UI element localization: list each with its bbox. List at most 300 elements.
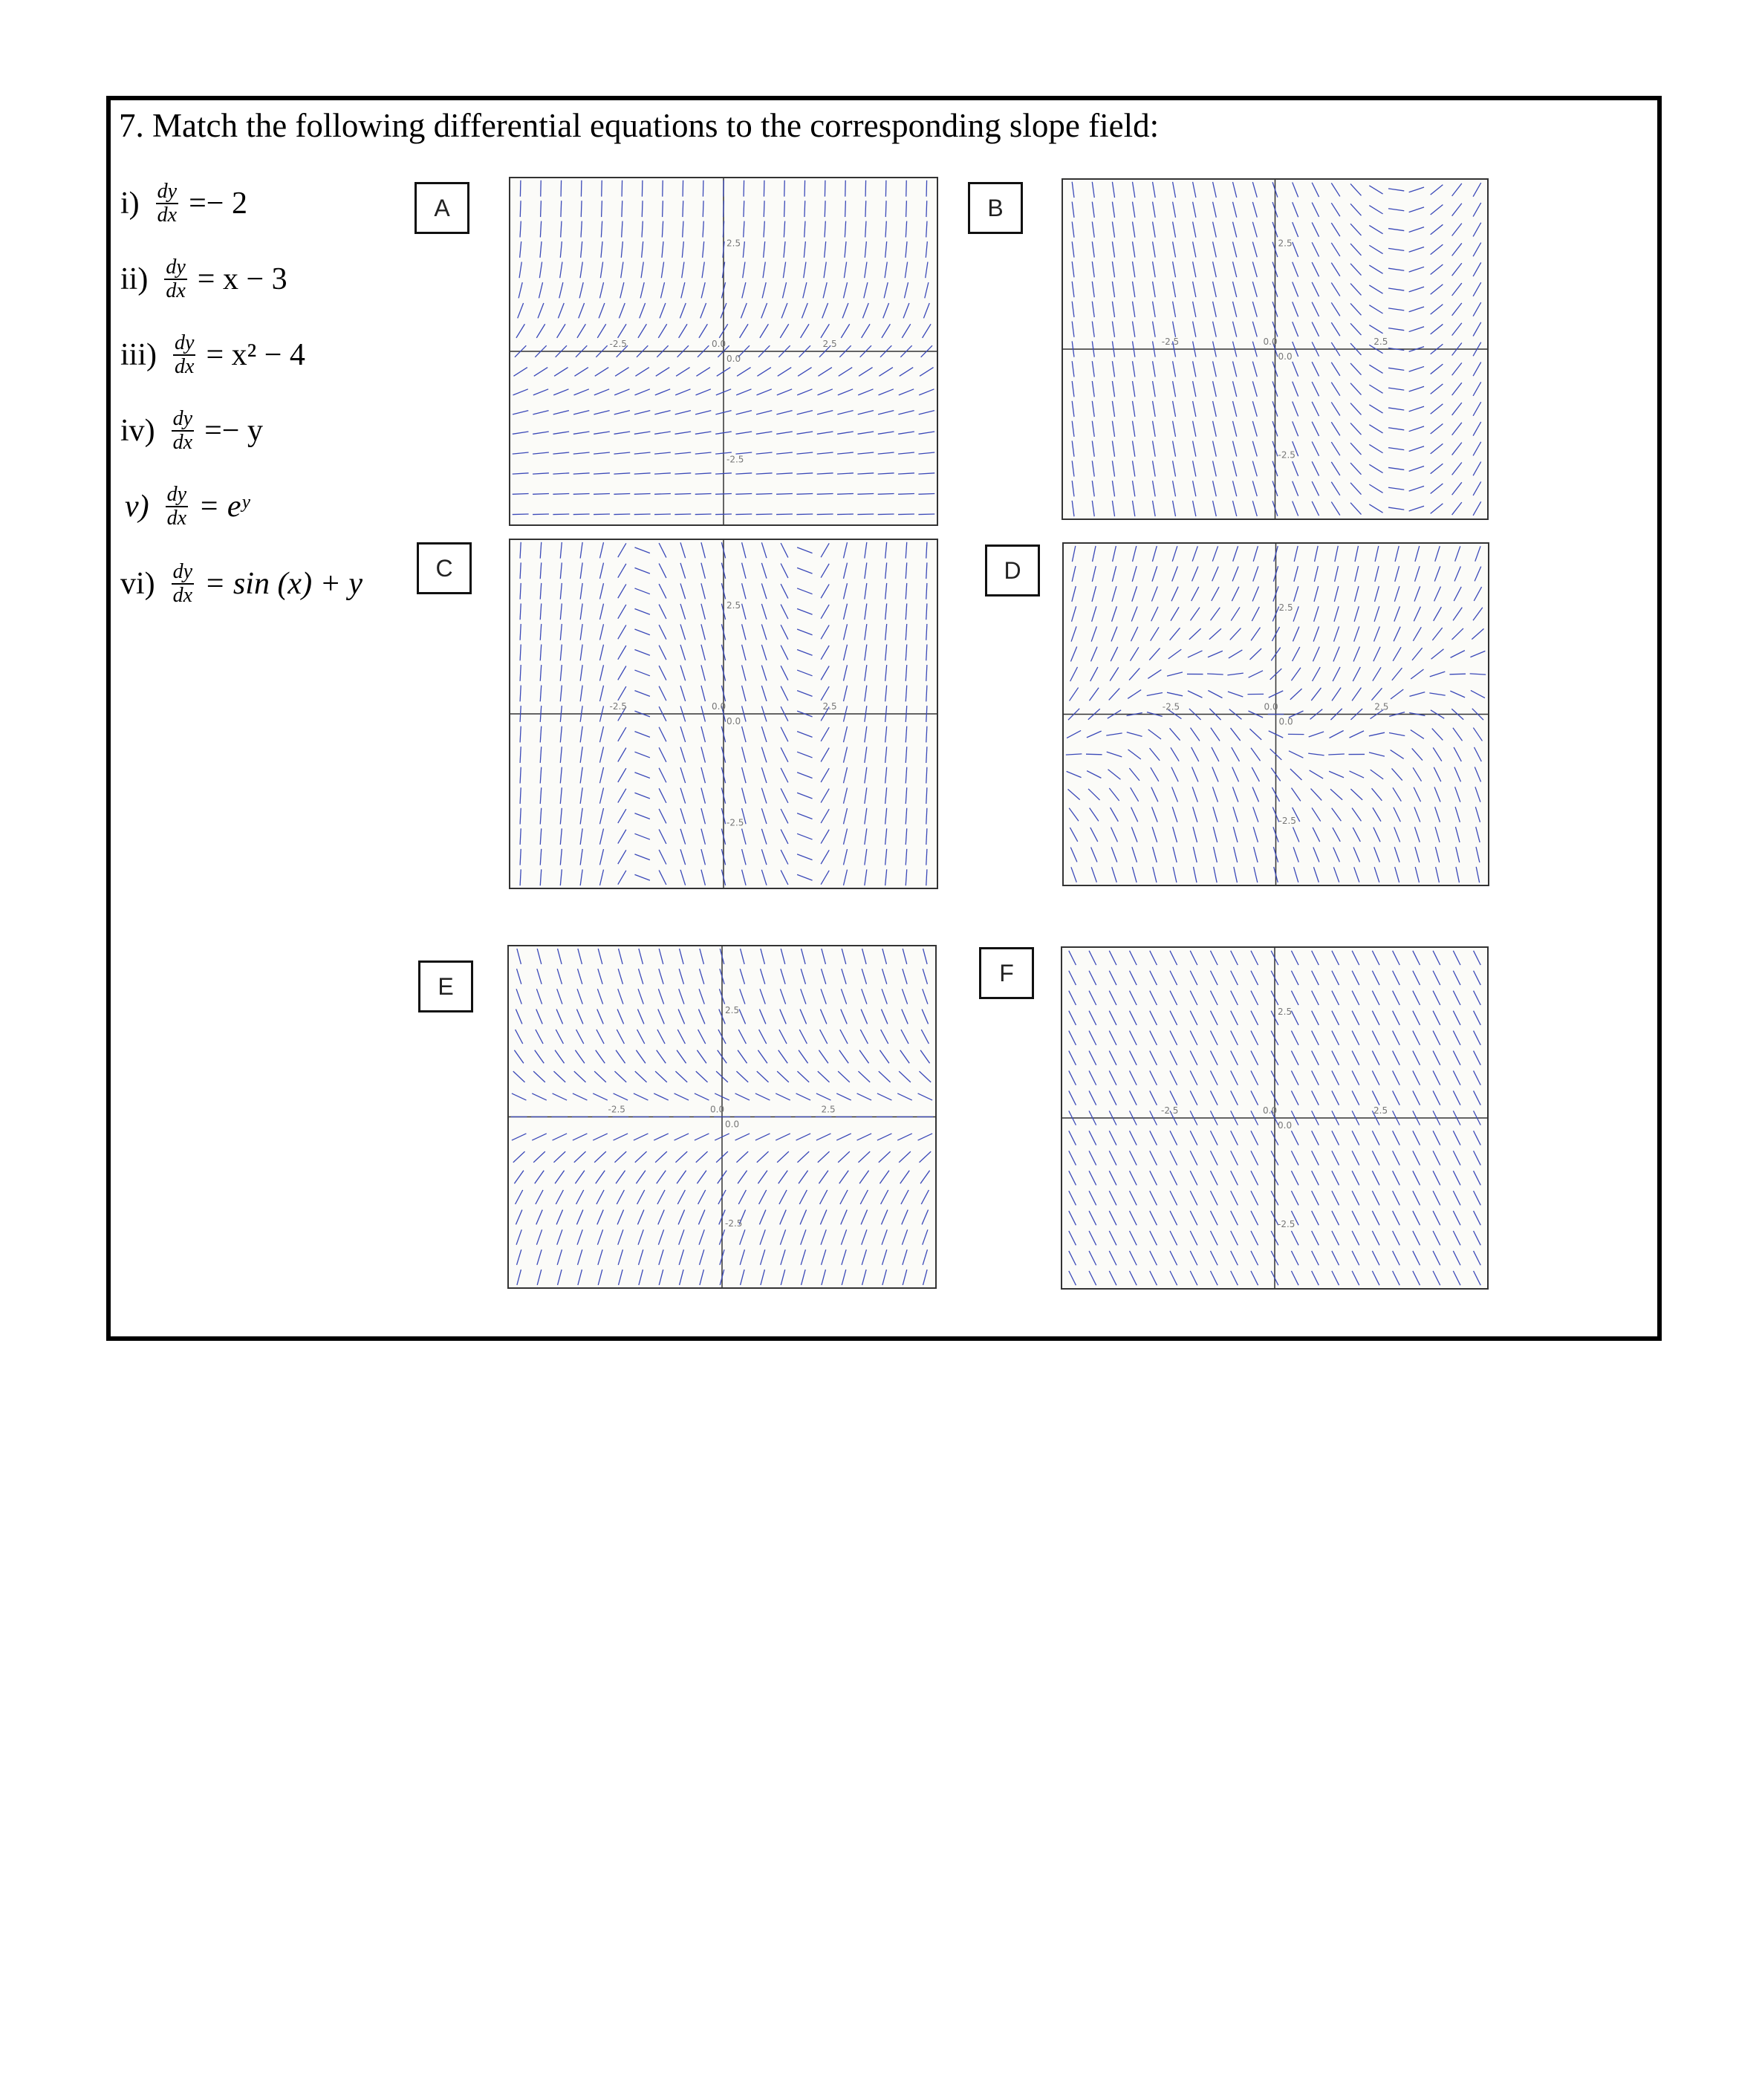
slope-segment bbox=[1112, 501, 1114, 516]
slope-segment bbox=[1112, 241, 1114, 257]
slope-segment bbox=[1132, 501, 1134, 516]
slope-segment bbox=[1393, 1211, 1400, 1225]
slope-segment bbox=[1291, 1131, 1298, 1145]
slope-segment bbox=[926, 767, 927, 784]
slope-segment bbox=[926, 542, 927, 559]
slope-segment bbox=[577, 989, 582, 1004]
slope-segment bbox=[701, 665, 706, 680]
slope-segment bbox=[659, 768, 666, 783]
slope-segment bbox=[1112, 302, 1114, 317]
slope-segment bbox=[1312, 951, 1319, 965]
slope-segment bbox=[1168, 649, 1181, 659]
slope-segment bbox=[1153, 441, 1156, 457]
slope-segment bbox=[674, 1134, 689, 1140]
slope-segment bbox=[1090, 828, 1098, 842]
slope-segment bbox=[657, 1050, 666, 1064]
slope-segment bbox=[1453, 1011, 1460, 1025]
slope-segment bbox=[1071, 867, 1076, 882]
slope-segment bbox=[926, 221, 927, 238]
slope-segment bbox=[1153, 202, 1156, 218]
slope-segment bbox=[1150, 1271, 1157, 1285]
slope-segment bbox=[1473, 203, 1481, 217]
slope-segment bbox=[560, 645, 562, 661]
slope-segment bbox=[801, 1249, 805, 1265]
slope-segment bbox=[1314, 586, 1319, 602]
slope-segment bbox=[536, 1030, 543, 1044]
slope-segment bbox=[821, 324, 829, 338]
slope-segment bbox=[756, 432, 773, 434]
slope-segment bbox=[1433, 1011, 1440, 1025]
slope-segment bbox=[900, 1050, 909, 1064]
slope-segment bbox=[1453, 951, 1460, 965]
slope-segment bbox=[537, 1270, 542, 1285]
slope-segment bbox=[1150, 1151, 1157, 1165]
slope-segment bbox=[659, 564, 666, 579]
slope-segment bbox=[1089, 1191, 1096, 1205]
slope-segment bbox=[1393, 1231, 1400, 1245]
slope-segment bbox=[1130, 1171, 1137, 1185]
slope-segment bbox=[1371, 770, 1383, 779]
slope-segment bbox=[800, 1210, 806, 1225]
slope-segment bbox=[1231, 1090, 1238, 1105]
slope-segment bbox=[780, 1210, 786, 1225]
slope-segment bbox=[842, 969, 846, 984]
equation-iii bbox=[120, 332, 305, 378]
slope-segment bbox=[578, 1270, 582, 1285]
slope-segment bbox=[1153, 182, 1156, 198]
slope-segment bbox=[798, 368, 811, 377]
slope-segment bbox=[1291, 1051, 1298, 1065]
slope-segment bbox=[1086, 754, 1102, 755]
slope-segment bbox=[1150, 1211, 1157, 1225]
slope-segment bbox=[1109, 1231, 1116, 1245]
slope-segment bbox=[580, 828, 582, 845]
slope-segment bbox=[579, 303, 585, 318]
slope-segment bbox=[1092, 586, 1096, 602]
slope-segment bbox=[518, 303, 524, 318]
slope-segment bbox=[1069, 991, 1076, 1005]
slope-segment bbox=[882, 1229, 887, 1244]
slope-segment bbox=[1332, 1011, 1339, 1025]
slope-segment bbox=[635, 1151, 647, 1163]
slope-segment bbox=[1431, 404, 1443, 414]
slope-segment bbox=[1474, 1151, 1481, 1165]
x-tick-label: -2.5 bbox=[1162, 701, 1180, 712]
slope-segment bbox=[1172, 566, 1178, 581]
slope-segment bbox=[1394, 586, 1399, 602]
slope-segment bbox=[581, 201, 582, 217]
slope-segment bbox=[1474, 951, 1481, 965]
slope-segment bbox=[1392, 668, 1402, 680]
slope-segment bbox=[781, 686, 788, 701]
slope-segment bbox=[1431, 424, 1443, 434]
slope-segment bbox=[658, 1010, 664, 1024]
slope-segment bbox=[1252, 182, 1257, 198]
slope-segment bbox=[1210, 1011, 1218, 1025]
slope-segment bbox=[1151, 767, 1159, 781]
slope-segment bbox=[1369, 752, 1385, 756]
slope-segment bbox=[843, 808, 847, 824]
slope-segment bbox=[1190, 951, 1197, 965]
slope-segment bbox=[1130, 971, 1137, 985]
slope-segment bbox=[862, 1229, 867, 1244]
slope-segment bbox=[857, 473, 874, 474]
slope-segment bbox=[1312, 322, 1319, 337]
slope-segment bbox=[899, 389, 914, 395]
slope-segment bbox=[700, 969, 704, 984]
slope-segment bbox=[1173, 361, 1176, 377]
slope-segment bbox=[885, 726, 887, 743]
slope-segment bbox=[1231, 1031, 1238, 1045]
slope-segment bbox=[1213, 441, 1217, 457]
slope-segment bbox=[796, 514, 813, 515]
slope-segment bbox=[1375, 586, 1379, 602]
slope-segment bbox=[637, 1030, 645, 1044]
slope-segment bbox=[918, 493, 934, 494]
slope-segment bbox=[1067, 771, 1082, 777]
slope-segment bbox=[784, 201, 785, 217]
slope-segment bbox=[1388, 467, 1404, 469]
slope-segment bbox=[1291, 1031, 1298, 1045]
slope-segment bbox=[614, 1071, 626, 1082]
slope-segment bbox=[599, 583, 603, 599]
slope-segment bbox=[1066, 754, 1082, 755]
slope-segment bbox=[1173, 302, 1176, 317]
slope-segment bbox=[680, 604, 686, 620]
slope-segment bbox=[540, 747, 541, 763]
slope-segment bbox=[634, 813, 649, 819]
slope-segment bbox=[1150, 1070, 1157, 1085]
slope-segment bbox=[677, 1171, 686, 1184]
slope-segment bbox=[1372, 1211, 1379, 1225]
slope-segment bbox=[1313, 867, 1319, 882]
slope-segment bbox=[881, 1030, 888, 1044]
slope-segment bbox=[1312, 1011, 1319, 1025]
slope-segment bbox=[1092, 441, 1094, 456]
slope-segment bbox=[797, 773, 812, 778]
slope-segment bbox=[1372, 1051, 1379, 1065]
slope-segment bbox=[557, 989, 562, 1004]
slope-segment bbox=[842, 949, 846, 964]
slope-segment bbox=[634, 874, 649, 880]
slope-segment bbox=[1332, 1151, 1339, 1165]
slope-segment bbox=[1350, 789, 1362, 800]
slope-segment bbox=[513, 452, 529, 454]
slope-segment bbox=[1474, 1011, 1481, 1025]
slope-segment bbox=[1312, 991, 1319, 1005]
slope-segment bbox=[1109, 1131, 1116, 1145]
slope-segment bbox=[654, 514, 671, 515]
slope-segment bbox=[1473, 608, 1483, 620]
slope-segment bbox=[1170, 1171, 1177, 1185]
slope-segment bbox=[1090, 667, 1098, 681]
slope-segment bbox=[1388, 189, 1404, 191]
slope-segment bbox=[1452, 502, 1462, 515]
slope-segment bbox=[618, 646, 626, 660]
slope-segment bbox=[1170, 628, 1180, 640]
slope-segment bbox=[862, 1249, 866, 1265]
slope-segment bbox=[674, 452, 691, 454]
slope-segment bbox=[674, 473, 691, 474]
slope-segment bbox=[919, 389, 934, 395]
slope-segment bbox=[1153, 322, 1156, 337]
slope-segment bbox=[715, 473, 732, 474]
slope-segment bbox=[1128, 690, 1141, 699]
slope-segment bbox=[1291, 1171, 1298, 1185]
slope-segment bbox=[634, 411, 650, 415]
slope-segment bbox=[761, 849, 767, 865]
slope-segment bbox=[882, 969, 887, 984]
slope-segment bbox=[680, 1270, 684, 1285]
slope-segment bbox=[1193, 202, 1196, 218]
slope-segment bbox=[560, 849, 562, 865]
slope-segment bbox=[1431, 264, 1443, 274]
slope-segment bbox=[560, 828, 562, 845]
slope-segment bbox=[1252, 501, 1257, 516]
slope-segment bbox=[1369, 245, 1382, 253]
slope-segment bbox=[697, 1050, 706, 1064]
slope-segment bbox=[1252, 362, 1257, 377]
slope-segment bbox=[1476, 827, 1480, 842]
slope-segment bbox=[1312, 1151, 1319, 1165]
slope-segment bbox=[532, 1134, 547, 1140]
slope-segment bbox=[1150, 951, 1157, 965]
slope-segment bbox=[1451, 628, 1463, 640]
slope-segment bbox=[1111, 647, 1118, 661]
slope-segment bbox=[843, 624, 847, 640]
slope-segment bbox=[634, 773, 649, 778]
slope-segment bbox=[1153, 867, 1157, 882]
slope-segment bbox=[1431, 484, 1443, 493]
slope-segment bbox=[1413, 627, 1421, 641]
slope-segment bbox=[1253, 807, 1258, 822]
slope-segment bbox=[1254, 847, 1258, 862]
slope-segment bbox=[1132, 182, 1134, 198]
slope-segment bbox=[821, 727, 829, 741]
slope-segment bbox=[1213, 302, 1217, 317]
slope-segment bbox=[1433, 1191, 1440, 1205]
slope-segment bbox=[743, 262, 745, 279]
slope-segment bbox=[1190, 1151, 1197, 1165]
slope-segment bbox=[556, 1030, 563, 1044]
slope-segment bbox=[618, 789, 626, 803]
slope-segment bbox=[796, 452, 813, 454]
slope-segment bbox=[1210, 971, 1218, 985]
slope-segment bbox=[740, 324, 748, 338]
slope-segment bbox=[1069, 1031, 1076, 1045]
y-tick-label: -2.5 bbox=[726, 817, 744, 828]
slope-segment bbox=[841, 1210, 847, 1225]
slope-segment bbox=[1170, 1031, 1177, 1045]
slope-segment bbox=[1455, 787, 1460, 802]
slope-segment bbox=[540, 624, 541, 640]
slope-segment bbox=[1291, 1011, 1298, 1025]
slope-segment bbox=[654, 432, 671, 434]
slope-segment bbox=[696, 1071, 708, 1082]
slope-segment bbox=[695, 1134, 709, 1140]
slope-segment bbox=[1190, 1171, 1197, 1185]
slope-segment bbox=[1392, 768, 1402, 780]
slope-segment bbox=[1231, 991, 1238, 1005]
slope-segment bbox=[1289, 751, 1303, 758]
slope-segment bbox=[797, 793, 812, 799]
slope-segment bbox=[675, 411, 691, 415]
x-tick-label: -2.5 bbox=[609, 701, 627, 712]
slope-segment bbox=[1170, 1131, 1177, 1145]
slope-segment bbox=[761, 726, 767, 742]
slope-segment bbox=[1452, 462, 1462, 475]
slope-segment bbox=[801, 1229, 806, 1244]
slope-segment bbox=[1312, 262, 1319, 276]
slope-segment bbox=[640, 282, 644, 298]
slope-segment bbox=[861, 1010, 867, 1024]
slope-segment bbox=[580, 686, 582, 702]
slope-segment bbox=[635, 1071, 647, 1082]
slope-segment bbox=[1471, 690, 1485, 698]
slope-segment bbox=[680, 767, 686, 783]
slope-segment bbox=[1252, 767, 1259, 781]
slope-segment bbox=[1068, 789, 1080, 799]
slope-segment bbox=[699, 989, 704, 1004]
slope-segment bbox=[781, 605, 788, 620]
slope-segment bbox=[659, 788, 666, 803]
slope-segment bbox=[842, 1249, 846, 1265]
slope-segment bbox=[1332, 1231, 1339, 1245]
slope-segment bbox=[816, 1093, 831, 1100]
slope-segment bbox=[634, 650, 649, 656]
slope-segment bbox=[742, 542, 747, 558]
slope-segment bbox=[574, 368, 588, 377]
slope-segment bbox=[1069, 1051, 1076, 1065]
slope-segment bbox=[1173, 441, 1176, 457]
slope-segment bbox=[1332, 1031, 1339, 1045]
slope-segment bbox=[862, 949, 867, 964]
slope-segment bbox=[898, 493, 914, 494]
slope-segment bbox=[838, 1071, 850, 1082]
slope-segment bbox=[619, 1270, 623, 1285]
slope-segment bbox=[885, 645, 887, 661]
slope-segment bbox=[1072, 322, 1074, 337]
slope-segment bbox=[517, 1270, 521, 1285]
slope-segment bbox=[1455, 807, 1460, 822]
slope-segment bbox=[885, 686, 887, 702]
slope-segment bbox=[1112, 441, 1114, 457]
slope-segment bbox=[540, 603, 541, 620]
slope-segment bbox=[1293, 606, 1298, 621]
slope-segment bbox=[1291, 1271, 1298, 1285]
slope-segment bbox=[636, 1050, 645, 1064]
slope-segment bbox=[1112, 461, 1114, 476]
slope-segment bbox=[1452, 224, 1462, 236]
slope-segment bbox=[594, 514, 610, 515]
slope-segment bbox=[617, 1210, 623, 1225]
slope-segment bbox=[1170, 1231, 1177, 1245]
slope-field-f bbox=[1061, 946, 1489, 1290]
slope-segment bbox=[1193, 461, 1196, 476]
slope-segment bbox=[801, 324, 809, 338]
slope-segment bbox=[1432, 729, 1443, 741]
slope-segment bbox=[1130, 1070, 1137, 1085]
slope-segment bbox=[1192, 567, 1198, 582]
slope-segment bbox=[599, 303, 605, 318]
slope-segment bbox=[1089, 1251, 1096, 1265]
slope-segment bbox=[516, 324, 524, 338]
y-tick-label: 2.5 bbox=[1278, 1006, 1293, 1017]
slope-segment bbox=[1352, 1070, 1359, 1085]
slope-segment bbox=[1388, 388, 1404, 390]
slope-segment bbox=[680, 747, 686, 763]
slope-segment bbox=[1294, 546, 1298, 562]
slope-segment bbox=[862, 1270, 867, 1285]
slope-segment bbox=[905, 262, 907, 279]
slope-segment bbox=[781, 768, 788, 783]
slope-segment bbox=[797, 691, 812, 697]
slope-segment bbox=[1431, 324, 1443, 334]
slope-segment bbox=[599, 686, 603, 701]
slope-segment bbox=[1433, 991, 1440, 1005]
slope-segment bbox=[698, 1030, 706, 1044]
slope-segment bbox=[659, 625, 666, 640]
slope-segment bbox=[1251, 951, 1258, 965]
equation-numeral: i) bbox=[120, 186, 140, 221]
slope-segment bbox=[1313, 667, 1321, 681]
slope-segment bbox=[1193, 381, 1196, 397]
slope-segment bbox=[700, 949, 704, 964]
slope-segment bbox=[659, 870, 666, 885]
slope-segment bbox=[520, 767, 521, 784]
slope-segment bbox=[614, 1093, 628, 1100]
slope-segment bbox=[1453, 1171, 1460, 1185]
slope-segment bbox=[865, 201, 866, 217]
slope-segment bbox=[804, 201, 805, 217]
slope-segment bbox=[679, 1249, 683, 1265]
slope-segment bbox=[1293, 262, 1298, 277]
slope-segment bbox=[599, 624, 603, 640]
derivative-fraction: $\frac{dy}{dx}$ bbox=[166, 483, 187, 530]
slope-segment bbox=[597, 989, 602, 1004]
slope-segment bbox=[1373, 647, 1380, 662]
slope-segment bbox=[675, 1071, 687, 1082]
slope-segment bbox=[1409, 327, 1424, 332]
slope-segment bbox=[1412, 648, 1423, 660]
slope-segment bbox=[1192, 546, 1197, 561]
slope-segment bbox=[818, 1151, 830, 1163]
slope-segment bbox=[533, 473, 549, 474]
slope-segment bbox=[1409, 187, 1424, 192]
slope-segment bbox=[638, 324, 646, 338]
slope-segment bbox=[837, 514, 854, 515]
slope-segment bbox=[1453, 1031, 1460, 1045]
slope-segment bbox=[1291, 1151, 1298, 1165]
slope-segment bbox=[1072, 441, 1074, 456]
slope-segment bbox=[920, 1171, 929, 1184]
slope-segment bbox=[576, 1010, 582, 1024]
slope-segment bbox=[642, 221, 643, 238]
slope-segment bbox=[699, 1229, 704, 1244]
slope-segment bbox=[1352, 1151, 1359, 1165]
slope-segment bbox=[1293, 202, 1298, 217]
slope-segment bbox=[1372, 991, 1379, 1005]
slope-segment bbox=[761, 949, 765, 964]
slope-segment bbox=[844, 262, 846, 279]
slope-segment bbox=[574, 1151, 586, 1163]
slope-segment bbox=[1232, 501, 1236, 516]
slope-segment bbox=[1395, 566, 1399, 582]
slope-segment bbox=[1232, 222, 1236, 238]
slope-segment bbox=[1153, 401, 1156, 417]
slope-segment bbox=[926, 262, 928, 279]
slope-segment bbox=[756, 411, 772, 415]
